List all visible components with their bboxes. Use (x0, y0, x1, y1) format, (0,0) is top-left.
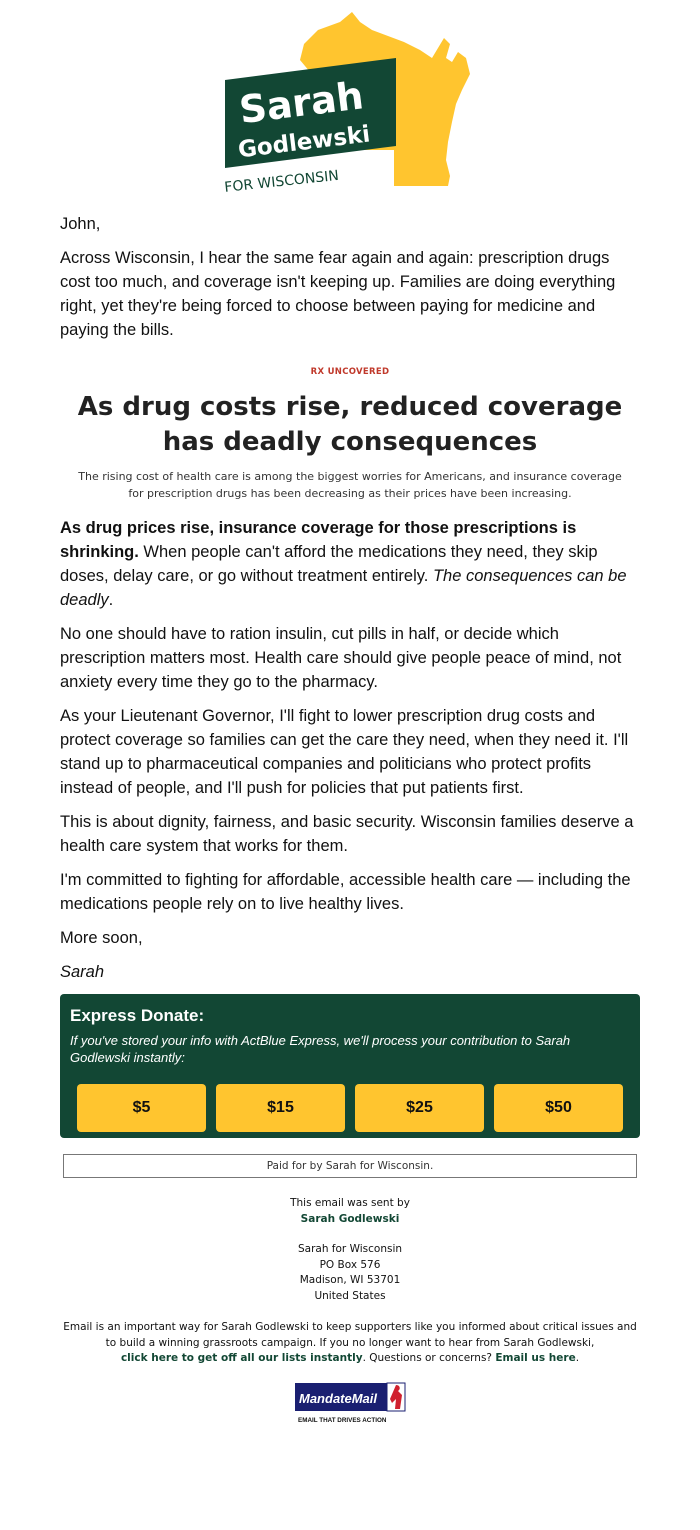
donate-button-25[interactable]: $25 (355, 1084, 484, 1132)
mandatemail-badge[interactable] (294, 1381, 406, 1430)
mandatemail-logo (294, 1381, 406, 1425)
logo-line2: Godlewski (236, 121, 372, 164)
article-preview[interactable] (60, 360, 640, 502)
greeting: John, (60, 215, 101, 233)
donate-button-50[interactable]: $50 (494, 1084, 623, 1132)
donate-button-5[interactable]: $5 (77, 1084, 206, 1132)
email-us-link[interactable]: Email us here (495, 1352, 576, 1364)
unsubscribe-link[interactable]: click here to get off all our lists instantly (120, 1352, 363, 1364)
paragraph-5: This is about dignity, fairness, and basic security. Wisconsin families deserve a health care system that works for them. (60, 813, 634, 855)
paragraph-4: As your Lieutenant Governor, I'll fight to lower prescription drug costs and protect coverage so families can get the care they need, when they need it. I'll stand up to pharmaceutical companies and politicians who protect profits instead of people, and I'll push for policies that put patients first. (60, 707, 629, 797)
footer-notice (60, 1320, 640, 1367)
sent-by-label: This email was sent by (290, 1197, 410, 1209)
wisconsin-logo-graphic (0, 0, 700, 200)
footer-city: Madison, WI 53701 (299, 1274, 401, 1286)
paragraph-2-text: When people can't afford the medications they need, they skip doses, delay care, or go without treatment entirely. (60, 543, 598, 585)
badge-tagline: EMAIL THAT DRIVES ACTION (298, 1416, 387, 1424)
footer-country: United States (314, 1289, 386, 1302)
express-donate-box (60, 994, 640, 1138)
donate-description: If you've stored your info with ActBlue Express, we'll process your contribution to Sarah Godlewski instantly: (70, 1033, 571, 1065)
signature: Sarah (60, 963, 105, 981)
paragraph-1: Across Wisconsin, I hear the same fear again and again: prescription drugs cost too much, and coverage isn't keeping up. Families are doing everything right, yet they're being forced to choose between paying for medicine and paying the bills. (60, 249, 616, 339)
logo-line1: Sarah (236, 73, 366, 133)
email-body (60, 212, 640, 984)
badge-name: MandateMail (299, 1390, 378, 1406)
article-dek: The rising cost of health care is among the biggest worries for Americans, and insurance coverage for prescription drugs has been decreasing as their prices have been increasing. (78, 470, 622, 500)
donate-button-15[interactable]: $15 (216, 1084, 345, 1132)
article-headline[interactable]: As drug costs rise, reduced coverage has deadly consequences (77, 392, 623, 457)
campaign-logo (0, 0, 700, 200)
article-kicker: RX UNCOVERED (310, 367, 390, 377)
footer-po-box: PO Box 576 (319, 1258, 381, 1271)
sender-name: Sarah Godlewski (300, 1212, 400, 1225)
paragraph-6: I'm committed to fighting for affordable, accessible health care — including the medications people rely on to live healthy lives. (60, 871, 631, 913)
paragraph-2-end: . (108, 591, 114, 609)
footer (60, 1196, 640, 1367)
paragraph-2-bold: As drug prices rise, insurance coverage for those prescriptions is shrinking. (60, 519, 577, 561)
paid-for-disclaimer: Paid for by Sarah for Wisconsin. (63, 1154, 637, 1178)
footer-notice-mid: . Questions or concerns? (362, 1352, 493, 1364)
donate-title: Express Donate: (70, 1006, 205, 1025)
paragraph-2-italic: The consequences can be deadly (60, 567, 627, 609)
closing: More soon, (60, 929, 143, 947)
footer-org: Sarah for Wisconsin (297, 1243, 403, 1255)
footer-notice-text: Email is an important way for Sarah Godlewski to keep supporters like you informed about critical issues and to build a winning grassroots campaign. If you no longer want to hear from Sarah Godlewski, (63, 1321, 637, 1349)
logo-line3: FOR WISCONSIN (223, 167, 340, 196)
footer-notice-end: . (575, 1352, 580, 1364)
donate-button-row (70, 1084, 630, 1132)
paragraph-3: No one should have to ration insulin, cut pills in half, or decide which prescription matters most. Health care should give people peace of mind, not anxiety every time they go to the pharmacy. (60, 625, 622, 691)
paragraph-2 (60, 516, 640, 612)
